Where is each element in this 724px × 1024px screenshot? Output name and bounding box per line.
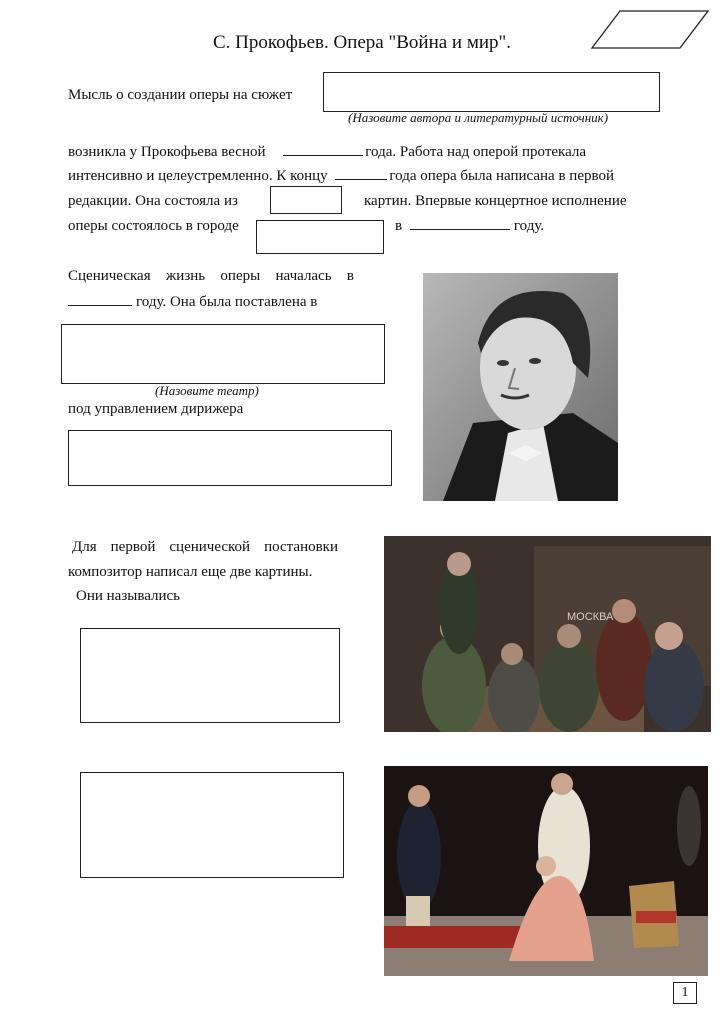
- page-number: 1: [681, 985, 689, 1000]
- scenes-line3: Они назывались: [76, 588, 181, 604]
- spring-year-blank[interactable]: [283, 141, 363, 156]
- author-source-note: (Назовите автора и литературный источник): [348, 110, 609, 125]
- conductor-label: под управлением дирижера: [68, 401, 244, 417]
- ballroom-scene-photo: [384, 766, 708, 976]
- author-source-field[interactable]: [323, 72, 660, 112]
- end-year-blank[interactable]: [335, 165, 387, 180]
- stage-year-blank[interactable]: [68, 291, 132, 306]
- stage-line2: [68, 290, 317, 314]
- para1-text: возникла у Прокофьева весной: [68, 144, 266, 160]
- city-field[interactable]: [256, 220, 384, 254]
- para1-text: интенсивно и целеустремленно. К концу: [68, 168, 328, 184]
- stage-line1: Сценическая жизнь оперы началась в: [68, 268, 354, 284]
- theatre-note: (Назовите театр): [155, 383, 259, 398]
- scenes-line2: композитор написал еще две картины.: [68, 564, 313, 580]
- para1-line4-end: [395, 214, 544, 238]
- para1-text: года. Работа над оперой протекала: [365, 144, 587, 160]
- para1-text: редакции. Она состояла из: [68, 193, 238, 209]
- para1-text: оперы состоялось в городе: [68, 218, 239, 234]
- para1-text: в: [395, 218, 403, 234]
- para1-text: картин. Впервые концертное исполнение: [364, 193, 627, 209]
- page-number-box: [673, 982, 697, 1004]
- scene-one-field[interactable]: [80, 628, 340, 723]
- para1-text: году.: [513, 218, 545, 234]
- conductor-portrait-photo: [423, 273, 618, 501]
- scenes-count-field[interactable]: [270, 186, 342, 214]
- portrait-drawing: [423, 273, 618, 501]
- para1-text: года опера была написана в первой: [389, 168, 614, 184]
- scenes-line1: Для первой сценической постановки: [72, 539, 338, 555]
- page-title: С. Прокофьев. Опера "Война и мир".: [212, 32, 512, 53]
- war-council-drawing: [384, 536, 711, 732]
- concert-year-blank[interactable]: [410, 215, 510, 230]
- ballroom-drawing: [384, 766, 708, 976]
- para1-line2: [68, 164, 658, 188]
- theatre-field[interactable]: [61, 324, 385, 384]
- moscow-map-label: МОСКВА: [567, 611, 614, 623]
- war-council-photo: [384, 536, 711, 732]
- intro-label: Мысль о создании оперы на сюжет: [68, 87, 293, 103]
- conductor-field[interactable]: [68, 430, 392, 486]
- para1-line1: [68, 140, 656, 164]
- scene-two-field[interactable]: [80, 772, 344, 878]
- stage-text: году. Она была поставлена в: [136, 294, 318, 310]
